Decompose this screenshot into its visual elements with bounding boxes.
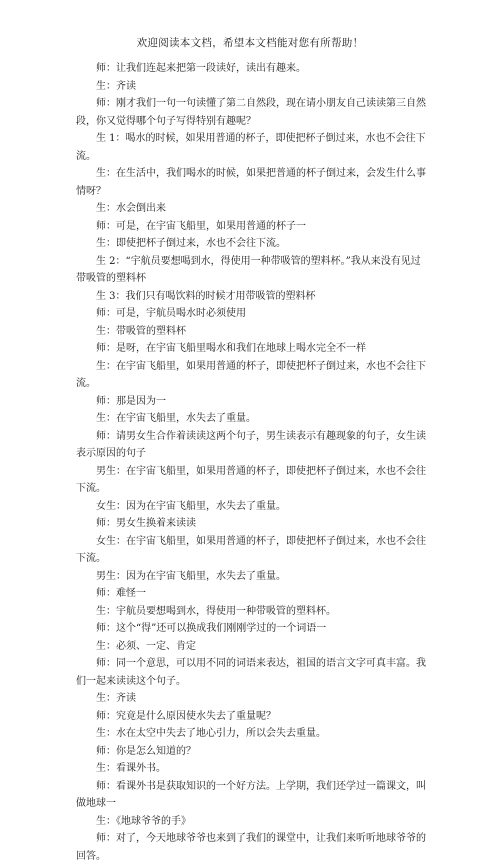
paragraph: 师：请男女生合作着读读这两个句子，男生读表示有趣现象的句子，女生读表示原因的句子 <box>76 430 426 459</box>
paragraph: 生：水在太空中失去了地心引力，所以会失去重量。 <box>96 728 326 739</box>
paragraph: 男生：在宇宙飞船里，如果用普通的杯子，即使把杯子倒过来，水也不会往下流。 <box>76 465 426 494</box>
paragraph: 师：是呀，在宇宙飞船里喝水和我们在地球上喝水完全不一样 <box>96 343 366 354</box>
paragraph: 生：在宇宙飞船里，如果用普通的杯子，即使把杯子倒过来，水也不会往下流。 <box>76 360 426 389</box>
page-header: 欢迎阅读本文档，希望本文档能对您有所帮助！ <box>136 37 364 49</box>
paragraph: 师：让我们连起来把第一段读好，读出有趣来。 <box>96 63 306 74</box>
paragraph: 生：齐读 <box>96 693 136 704</box>
paragraph: 女生：在宇宙飞船里，如果用普通的杯子，即使把杯子倒过来，水也不会往下流。 <box>76 535 426 564</box>
paragraph: 生 2：“宇航员要想喝到水，得使用一种带吸管的塑料杯。”我从来没有见过带吸管的塑料杯 <box>76 255 421 284</box>
paragraph: 生：齐读 <box>96 80 136 92</box>
paragraph: 师：究竟是什么原因使水失去了重量呢？ <box>96 710 276 722</box>
paragraph: 师：看课外书是获取知识的一个好方法。上学期，我们还学过一篇课文，叫做地球一 <box>76 780 426 809</box>
paragraph: 师：同一个意思，可以用不同的词语来表达，祖国的语言文字可真丰富。我们一起来读读这个句子。 <box>76 658 426 687</box>
paragraph: 女生：因为在宇宙飞船里，水失去了重量。 <box>96 500 286 512</box>
paragraph: 师：那是因为一 <box>96 395 166 407</box>
paragraph: 师：可是，在宇宙飞船里，如果用普通的杯子一 <box>96 220 306 232</box>
paragraph: 师：对了，今天地球爷爷也来到了我们的课堂中，让我们来听听地球爷爷的回答。 <box>76 833 426 862</box>
paragraph: 师：难怪一 <box>96 588 146 599</box>
paragraph: 生：即使把杯子倒过来，水也不会往下流。 <box>96 238 286 249</box>
paragraph: 生：必须、一定、肯定 <box>96 640 196 652</box>
paragraph: 男生：因为在宇宙飞船里，水失去了重量。 <box>96 570 286 582</box>
paragraph: 生：《地球爷爷的手》 <box>96 815 191 827</box>
paragraph: 生：宇航员要想喝到水，得使用一种带吸管的塑料杯。 <box>96 605 336 617</box>
paragraph: 生：水会倒出来 <box>96 203 166 214</box>
document-body <box>76 60 426 865</box>
paragraph: 师：男女生换着来读读 <box>96 518 196 529</box>
paragraph: 师：你是怎么知道的？ <box>96 745 196 757</box>
paragraph: 师：这个“得”还可以换成我们刚刚学过的一个词语一 <box>96 623 327 634</box>
paragraph: 生：看课外书。 <box>96 763 166 774</box>
paragraph: 生：在宇宙飞船里，水失去了重量。 <box>96 413 256 424</box>
paragraph: 师：可是，宇航员喝水时必须使用 <box>96 308 246 319</box>
paragraph: 生：在生活中，我们喝水的时候，如果把普通的杯子倒过来，会发生什么事情呀？ <box>76 168 426 197</box>
paragraph: 师：刚才我们一句一句读懂了第二自然段，现在请小朋友自己读读第三自然段，你又觉得哪个句子写得特别有趣呢？ <box>76 98 426 127</box>
paragraph: 生 1：喝水的时候，如果用普通的杯子，即使把杯子倒过来，水也不会往下流。 <box>76 133 426 162</box>
paragraph: 生：带吸管的塑料杯 <box>96 325 186 337</box>
paragraph: 生 3：我们只有喝饮料的时候才用带吸管的塑料杯 <box>96 290 316 302</box>
